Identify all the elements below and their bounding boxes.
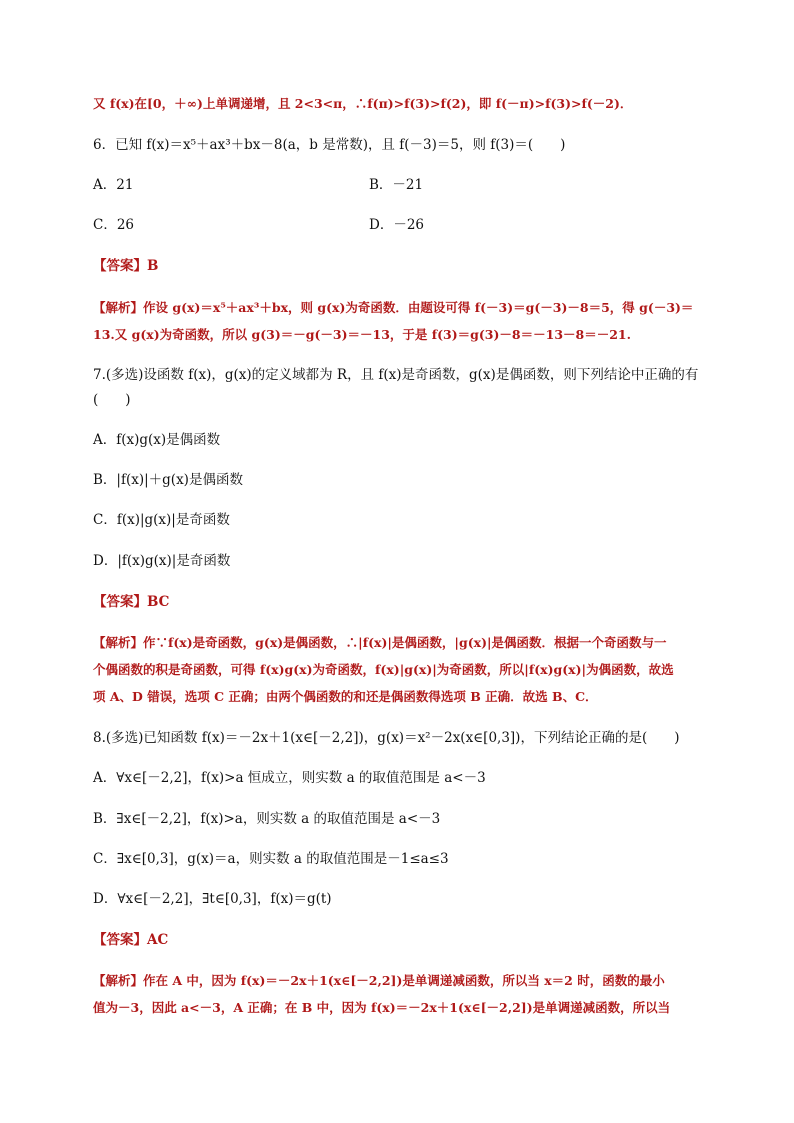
solution-text-line: 个偶函数的积是奇函数，可得 f(x)g(x)为奇函数，f(x)|g(x)|为奇函数，所以|f(x)g(x)|为偶函数，故选 (93, 662, 674, 677)
option-d: D．－26 (369, 217, 425, 233)
question-7-stem: 7.(多选)设函数 f(x)，g(x)的定义域都为 R，且 f(x)是奇函数，g(x)是偶函数，则下列结论中正确的有 (93, 367, 699, 383)
option-a: A．21 (93, 177, 134, 193)
solution-text-line: 【解析】作设 g(x)＝x⁵＋ax³＋bx，则 g(x)为奇函数．由题设可得 f(－3)＝g(－3)－8＝5，得 g(－3)＝ (93, 300, 694, 315)
answer-label: 【答案】BC (93, 594, 170, 610)
option-c: C．f(x)|g(x)|是奇函数 (93, 512, 230, 528)
solution-text-line: 项 A、D 错误，选项 C 正确；由两个偶函数的和还是偶函数得选项 B 正确．故选 B、C． (93, 689, 598, 704)
solution-text-line: 又 f(x)在[0，＋∞)上单调递增，且 2<3<π，∴f(π)>f(3)>f(2)，即 f(－π)>f(3)>f(－2)． (93, 96, 633, 111)
option-c: C．26 (93, 217, 135, 233)
solution-text-line: 【解析】作∵f(x)是奇函数，g(x)是偶函数，∴|f(x)|是偶函数，|g(x)|是偶函数．根据一个奇函数与一 (93, 635, 667, 650)
option-d: D．|f(x)g(x)|是奇函数 (93, 553, 231, 569)
option-d: D．∀x∈[－2,2]，∃t∈[0,3]，f(x)＝g(t) (93, 891, 332, 907)
answer-label: 【答案】AC (93, 932, 169, 948)
solution-text-line: 13.又 g(x)为奇函数，所以 g(3)＝－g(－3)＝－13，于是 f(3)＝g(3)－8＝－13－8＝－21. (93, 327, 631, 342)
question-6-stem: 6．已知 f(x)＝x⁵＋ax³＋bx－8(a，b 是常数)，且 f(－3)＝5，则 f(3)＝( ) (93, 137, 566, 153)
option-b: B．∃x∈[－2,2]，f(x)>a，则实数 a 的取值范围是 a<－3 (93, 811, 441, 827)
option-b: B．－21 (369, 177, 424, 193)
question-7-bracket: ( ) (93, 392, 131, 408)
option-a: A．f(x)g(x)是偶函数 (93, 432, 221, 448)
option-c: C．∃x∈[0,3]，g(x)＝a，则实数 a 的取值范围是－1≤a≤3 (93, 851, 449, 867)
option-a: A．∀x∈[－2,2]，f(x)>a 恒成立，则实数 a 的取值范围是 a<－3 (93, 770, 486, 786)
solution-text-line: 值为－3，因此 a<－3，A 正确；在 B 中，因为 f(x)＝－2x＋1(x∈[－2,2])是单调递减函数，所以当 (93, 1000, 671, 1015)
answer-label: 【答案】B (93, 258, 159, 274)
solution-text-line: 【解析】作在 A 中，因为 f(x)＝－2x＋1(x∈[－2,2])是单调递减函数，所以当 x＝2 时，函数的最小 (93, 973, 665, 988)
question-8-stem: 8.(多选)已知函数 f(x)＝－2x＋1(x∈[－2,2])，g(x)＝x²－2x(x∈[0,3])，下列结论正确的是( ) (93, 730, 680, 746)
option-b: B．|f(x)|＋g(x)是偶函数 (93, 472, 243, 488)
